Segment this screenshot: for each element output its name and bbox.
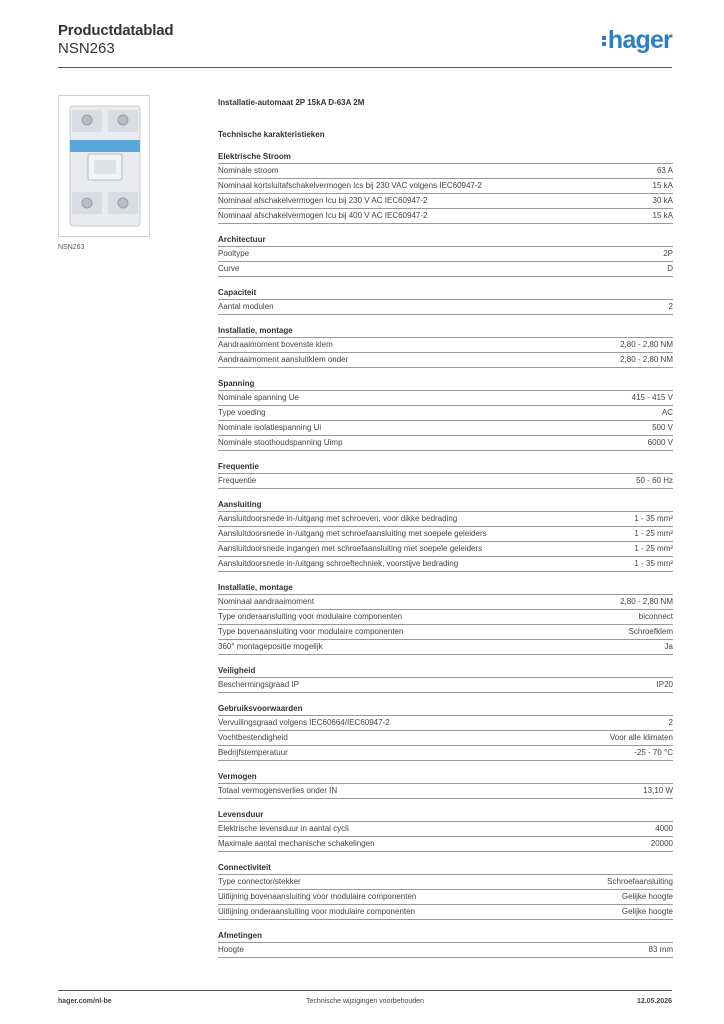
spec-value: D	[667, 264, 673, 273]
spec-label: Totaal vermogensverlies onder IN	[218, 786, 338, 795]
section-title: Aansluiting	[218, 498, 673, 512]
technical-characteristics-title: Technische karakteristieken	[218, 130, 325, 139]
section-title: Vermogen	[218, 770, 673, 784]
spec-row	[218, 512, 673, 527]
section-title: Frequentie	[218, 460, 673, 474]
spec-row	[218, 300, 673, 315]
spec-label: Type voeding	[218, 408, 266, 417]
spec-row	[218, 678, 673, 693]
spec-label: Aansluitdoorsnede in-/uitgang met schroefaansluiting met soepele geleiders	[218, 529, 487, 538]
spec-row	[218, 179, 673, 194]
spec-label: Type connector/stekker	[218, 877, 301, 886]
spec-label: Beschermingsgraad IP	[218, 680, 299, 689]
spec-row	[218, 194, 673, 209]
spec-value: IP20	[656, 680, 673, 689]
spec-label: Vervuilingsgraad volgens IEC60664/IEC60947-2	[218, 718, 390, 727]
spec-value: 15 kA	[652, 181, 673, 190]
spec-label: Nominale stroom	[218, 166, 279, 175]
spec-value: 2P	[663, 249, 673, 258]
spec-label: Hoogte	[218, 945, 244, 954]
spec-label: Type bovenaansluiting voor modulaire componenten	[218, 627, 404, 636]
spec-label: Nominaal afschakelvermogen Icu bij 400 V AC IEC60947-2	[218, 211, 428, 220]
spec-row	[218, 890, 673, 905]
footer-date: 12.05.2026	[636, 998, 672, 1005]
spec-row	[218, 557, 673, 572]
spec-value: 2,80 - 2,80 NM	[620, 597, 673, 606]
spec-row	[218, 542, 673, 557]
spec-label: Nominale isolatiespanning Ui	[218, 423, 322, 432]
spec-value: 500 V	[652, 423, 673, 432]
spec-value: 20000	[650, 839, 673, 848]
section-title: Architectuur	[218, 233, 673, 247]
spec-value: Ja	[664, 642, 673, 651]
spec-value: 6000 V	[647, 438, 673, 447]
hager-logo	[602, 28, 672, 53]
spec-label: Nominaal kortsluitafschakelvermogen Ics bij 230 VAC volgens IEC60947-2	[218, 181, 482, 190]
spec-value: 1 - 25 mm²	[634, 544, 673, 553]
spec-label: Uitlijning onderaansluiting voor modulaire componenten	[218, 907, 416, 916]
spec-row	[218, 338, 673, 353]
spec-row	[218, 474, 673, 489]
spec-row	[218, 822, 673, 837]
spec-label: Aantal modulen	[218, 302, 274, 311]
spec-label: Aansluitdoorsnede ingangen met schroefaansluiting met soepele geleiders	[218, 544, 483, 553]
circuit-breaker-image	[68, 102, 142, 230]
footer-website: hager.com/nl-be	[58, 998, 112, 1005]
spec-value: 50 - 60 Hz	[636, 476, 673, 485]
spec-row	[218, 247, 673, 262]
spec-row	[218, 164, 673, 179]
spec-label: Maximale aantal mechanische schakelingen	[218, 839, 375, 848]
spec-section	[218, 498, 673, 572]
spec-section	[218, 861, 673, 920]
spec-section	[218, 581, 673, 655]
spec-section	[218, 233, 673, 277]
footer-notice: Technische wijzigingen voorbehouden	[306, 998, 424, 1005]
product-image-frame	[58, 95, 150, 237]
spec-value: Gelijke hoogte	[621, 892, 673, 901]
spec-row	[218, 391, 673, 406]
spec-label: Aansluitdoorsnede in-/uitgang met schroeven, voor dikke bedrading	[218, 514, 458, 523]
spec-section	[218, 664, 673, 693]
spec-content	[218, 97, 673, 958]
spec-label: Type onderaansluiting voor modulaire componenten	[218, 612, 403, 621]
spec-value: 4000	[655, 824, 673, 833]
spec-label: Aandraaimoment bovenste klem	[218, 340, 333, 349]
spec-section	[218, 324, 673, 368]
section-title: Capaciteit	[218, 286, 673, 300]
spec-row	[218, 209, 673, 224]
document-title: Productdatablad	[58, 22, 174, 39]
spec-value: 15 kA	[652, 211, 673, 220]
spec-section	[218, 286, 673, 315]
section-title: Elektrische Stroom	[218, 150, 673, 164]
logo-text: hager	[607, 26, 672, 54]
spec-row	[218, 640, 673, 655]
footer-divider	[58, 990, 672, 991]
header-divider	[58, 67, 672, 68]
spec-section	[218, 929, 673, 958]
spec-row	[218, 421, 673, 436]
spec-value: 2	[668, 302, 673, 311]
spec-sections	[218, 150, 673, 958]
spec-label: Elektrische levensduur in aantal cycli	[218, 824, 349, 833]
logo-colon-icon	[602, 35, 606, 47]
product-code: NSN263	[58, 40, 115, 57]
spec-section	[218, 150, 673, 224]
spec-label: Nominaal aandraaimoment	[218, 597, 315, 606]
spec-value: 2,80 - 2,80 NM	[620, 340, 673, 349]
spec-label: Nominale stoothoudspanning Uimp	[218, 438, 343, 447]
spec-row	[218, 436, 673, 451]
spec-label: Aandraaimoment aansluitklem onder	[218, 355, 349, 364]
spec-row	[218, 784, 673, 799]
spec-label: Vochtbestendigheid	[218, 733, 288, 742]
spec-value: 2	[668, 718, 673, 727]
spec-row	[218, 746, 673, 761]
spec-label: Nominale spanning Ue	[218, 393, 299, 402]
spec-value: 1 - 35 mm²	[634, 559, 673, 568]
spec-value: Gelijke hoogte	[621, 907, 673, 916]
spec-label: Uitlijning bovenaansluiting voor modulaire componenten	[218, 892, 417, 901]
product-name: Installatie-automaat 2P 15kA D-63A 2M	[218, 98, 365, 107]
spec-label: Bedrijfstemperatuur	[218, 748, 288, 757]
spec-label: Nominaal afschakelvermogen Icu bij 230 V AC IEC60947-2	[218, 196, 428, 205]
spec-value: 83 mm	[648, 945, 673, 954]
spec-value: 2,80 - 2,80 NM	[620, 355, 673, 364]
section-title: Installatie, montage	[218, 324, 673, 338]
spec-row	[218, 943, 673, 958]
spec-row	[218, 875, 673, 890]
spec-section	[218, 770, 673, 799]
spec-value: AC	[661, 408, 673, 417]
section-title: Levensduur	[218, 808, 673, 822]
spec-value: 13,10 W	[643, 786, 673, 795]
section-title: Connectiviteit	[218, 861, 673, 875]
spec-value: 1 - 35 mm²	[634, 514, 673, 523]
spec-row	[218, 905, 673, 920]
spec-label: Aansluitdoorsnede in-/uitgang schroeftechniek, voorstijve bedrading	[218, 559, 459, 568]
spec-row	[218, 406, 673, 421]
spec-label: 360° montagepositie mogelijk	[218, 642, 323, 651]
spec-label: Curve	[218, 264, 240, 273]
spec-section	[218, 808, 673, 852]
section-title: Afmetingen	[218, 929, 673, 943]
spec-label: Pooltype	[218, 249, 250, 258]
spec-label: Frequentie	[218, 476, 257, 485]
section-title: Gebruiksvoorwaarden	[218, 702, 673, 716]
spec-row	[218, 353, 673, 368]
spec-row	[218, 837, 673, 852]
spec-value: Voor alle klimaten	[609, 733, 673, 742]
page-header	[58, 20, 672, 66]
section-title: Spanning	[218, 377, 673, 391]
spec-value: 1 - 25 mm²	[634, 529, 673, 538]
page-footer	[58, 998, 672, 1010]
spec-section	[218, 702, 673, 761]
spec-section	[218, 460, 673, 489]
spec-value: 30 kA	[652, 196, 673, 205]
spec-row	[218, 625, 673, 640]
spec-row	[218, 527, 673, 542]
spec-row	[218, 716, 673, 731]
product-caption: NSN263	[58, 244, 85, 251]
section-title: Veiligheid	[218, 664, 673, 678]
spec-value: Schroefaansluiting	[607, 877, 673, 886]
spec-value: Schroefklem	[628, 627, 673, 636]
spec-row	[218, 610, 673, 625]
spec-value: 415 - 415 V	[631, 393, 673, 402]
spec-row	[218, 262, 673, 277]
spec-row	[218, 595, 673, 610]
spec-value: 63 A	[656, 166, 673, 175]
spec-value: biconnect	[638, 612, 673, 621]
section-title: Installatie, montage	[218, 581, 673, 595]
spec-row	[218, 731, 673, 746]
spec-section	[218, 377, 673, 451]
spec-value: -25 - 70 °C	[634, 748, 673, 757]
